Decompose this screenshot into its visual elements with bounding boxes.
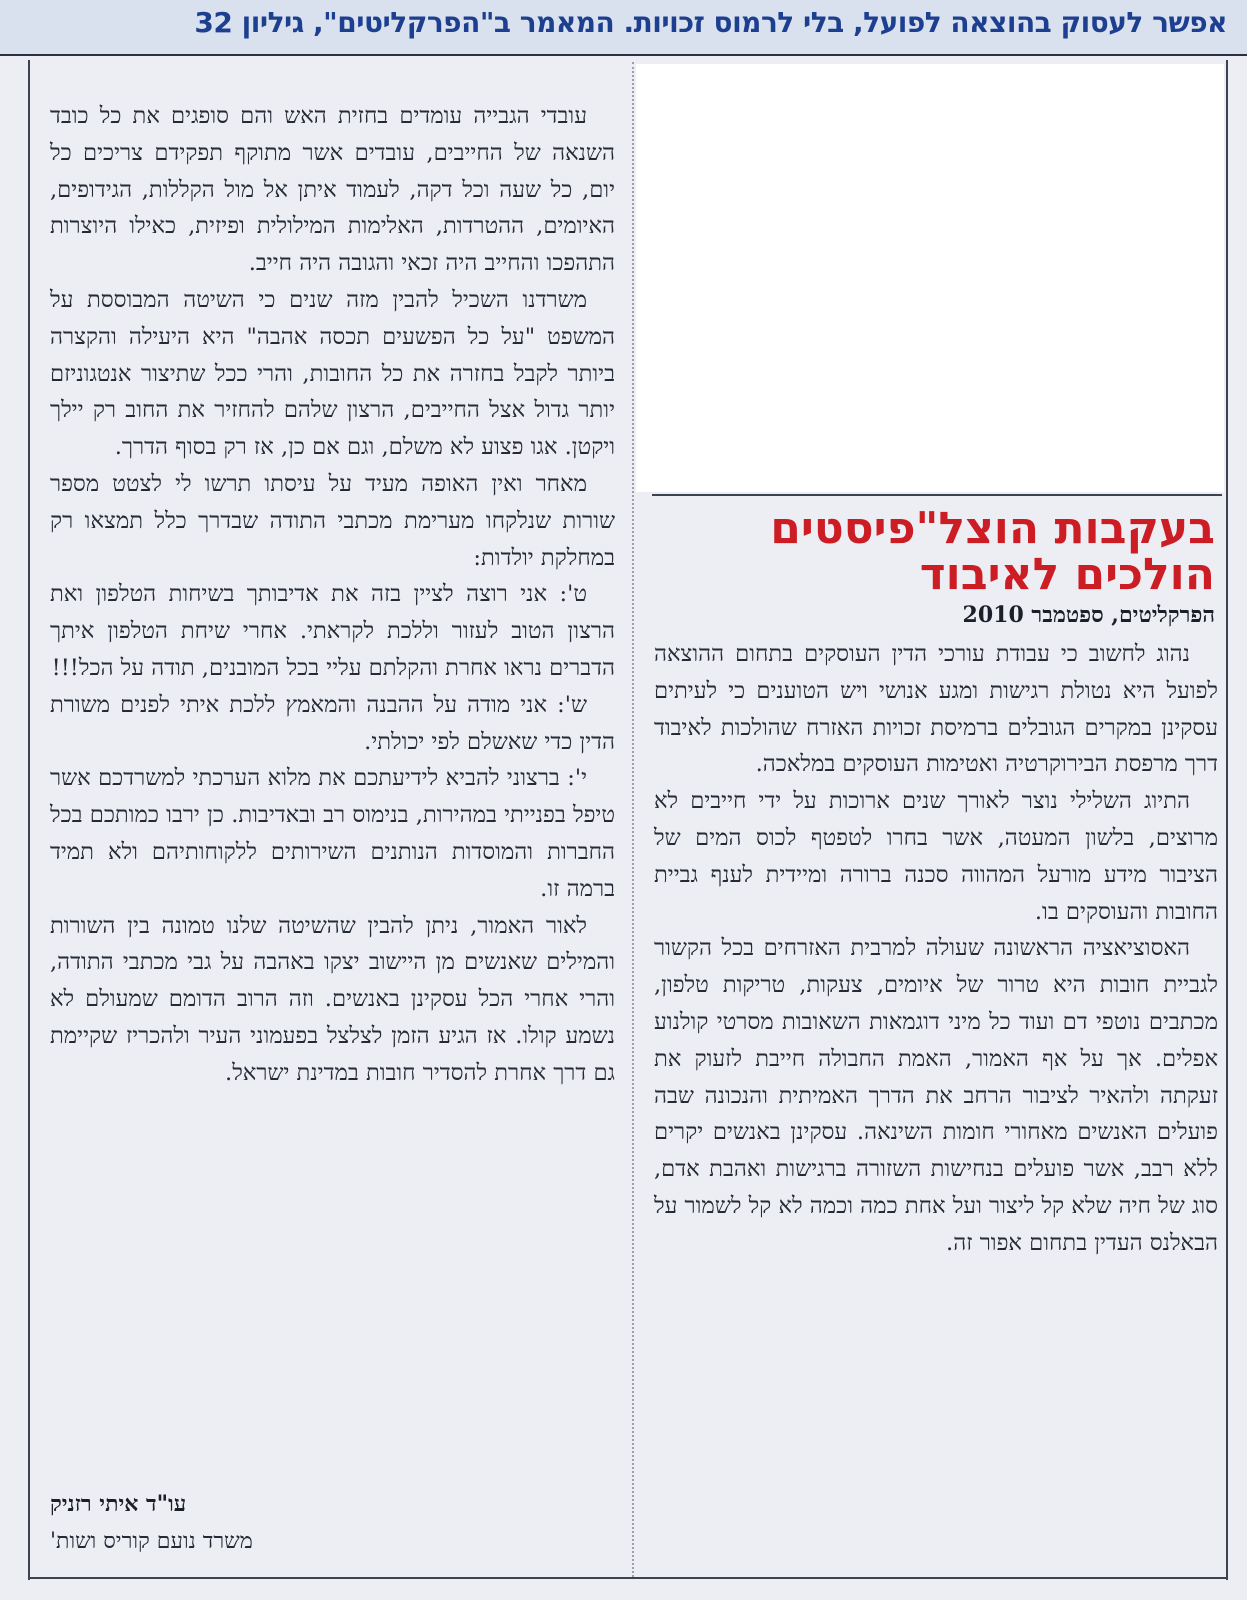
paragraph: האסוציאציה הראשונה שעולה למרבית האזרחים בכל הקשור לגביית חובות היא טרור של איומים, צעקות, טריקות טלפון, מכתבים נוטפי דם ועוד כל מיני דוגמאות השאובות מסרטי קולנוע אפלים. אך על אף האמור, האמת החבולה חייבת לזעוק את זעקתה ולהאיר לציבור הרחב את הדרך האמיתית והנכונה שבה פועלים האנשים מאחורי חומות השינאה. עסקינן באנשים יקרים ללא רבב, אשר פועלים בנחישות השזורה ברגישות ואהבת אדם, סוג של חיה שלא קל ליצור ועל אחת כמה וכמה לא קל לשמור על הבאלנס העדין בתחום אפור זה. [654, 935, 1218, 1256]
header-band [0, 0, 1247, 56]
paragraph: עובדי הגבייה עומדים בחזית האש והם סופגים את כל כובד השנאה של החייבים, עובדים אשר מתוקף תפקידם צריכים כל יום, כל שעה וכל דקה, לעמוד איתן אל מול הקללות, הגידופים, האיומים, ההטרדות, האלימות המילולית ופיזית, כאילו היוצרות התהפכו והחייב היה זכאי והגובה היה חייב. [50, 103, 615, 277]
bottom-divider [28, 1577, 1228, 1579]
photo-placeholder [636, 64, 1224, 492]
paragraph: משרדנו השכיל להבין מזה שנים כי השיטה המבוססת על המשפט "על כל הפשעים תכסה אהבה" היא היעילה והקצרה ביותר לקבל בחזרה את כל החובות, והרי ככל שתיצור אנטגוניזם יותר גדול אצל החייבים, הרצון שלהם להחזיר את החוב רק יילך ויקטן. אגו פצוע לא משלם, וגם אם כן, אז רק בסוף הדרך. [50, 286, 615, 461]
paragraph: י': ברצוני להביא לידיעתכם את מלוא הערכתי למשרדכם אשר טיפל בפנייתי במהירות, בנימוס רב ובאדיבות. כן ירבו כמותכם בכל החברות והמוסדות הנותנים השירותים ללקוחותיהם ולא תמיד ברמה זו. [50, 765, 615, 902]
column-divider [632, 62, 634, 1577]
paragraph: לאור האמור, ניתן להבין שהשיטה שלנו טמונה בין השורות והמילים שאנשים מן היישוב יצקו באהבה על גבי מכתבי התודה, והרי אחרי הכל עסקינן באנשים. וזה הרוב הדומם שמעולם לא נשמע קולו. אז הגיע הזמן לצלצל בפעמוני העיר ולהכריז שקיימת גם דרך אחרת להסדיר חובות במדינת ישראל. [50, 912, 615, 1086]
author-signature [50, 1484, 615, 1560]
headline-line-1: בעקבות הוצל"פיסטים [770, 503, 1215, 554]
paragraph: ט': אני רוצה לציין בזה את אדיבותך בשיחות הטלפון ואת הרצון הטוב לעזור וללכת לקראתי. אחרי שיחת הטלפון איתך הדברים נראו אחרת והקלתם עליי בכל המובנים, תודה על הכל!!! [50, 581, 615, 681]
headline-rule [652, 494, 1222, 496]
left-column-body [50, 98, 615, 1092]
right-column-body [654, 636, 1218, 1262]
paragraph: מאחר ואין האופה מעיד על עיסתו תרשו לי לצטט מספר שורות שנלקחו מערימת מכתבי התודה שבדרך כלל תמצאו רק במחלקת יולדות: [50, 470, 615, 571]
article-headline [650, 503, 1215, 600]
headline-line-2: הולכים לאיבוד [919, 549, 1215, 600]
paragraph: ש': אני מודה על ההבנה והמאמץ ללכת איתי לפנים משורת הדין כדי שאשלם לפי יכולתי. [50, 691, 615, 755]
paragraph: התיוג השלילי נוצר לאורך שנים ארוכות על ידי חייבים לא מרוצים, בלשון המעטה, אשר בחרו לטפטף לכוס המים של הציבור מידע מורעל המהווה סכנה ברורה ומיידית לענף גביית החובות והעוסקים בו. [654, 788, 1218, 925]
paragraph: נהוג לחשוב כי עבודת עורכי הדין העוסקים בתחום ההוצאה לפועל היא נטולת רגישות ומגע אנושי ויש הטוענים כי לעיתים עסקינן במקרים הגובלים ברמיסת זכויות האזרח שהולכות לאיבוד דרך מרפסת הבירוקרטיה ואטימות העוסקים במלאכה. [654, 641, 1218, 778]
author-name: עו"ד איתי רזניק [50, 1491, 187, 1517]
article-dateline: הפרקליטים, ספטמבר 2010 [962, 602, 1215, 628]
author-firm: משרד נועם קוריס ושות' [50, 1529, 253, 1554]
page-title: אפשר לעסוק בהוצאה לפועל, בלי לרמוס זכויות. המאמר ב"הפרקליטים", גיליון 32 [194, 6, 1227, 39]
